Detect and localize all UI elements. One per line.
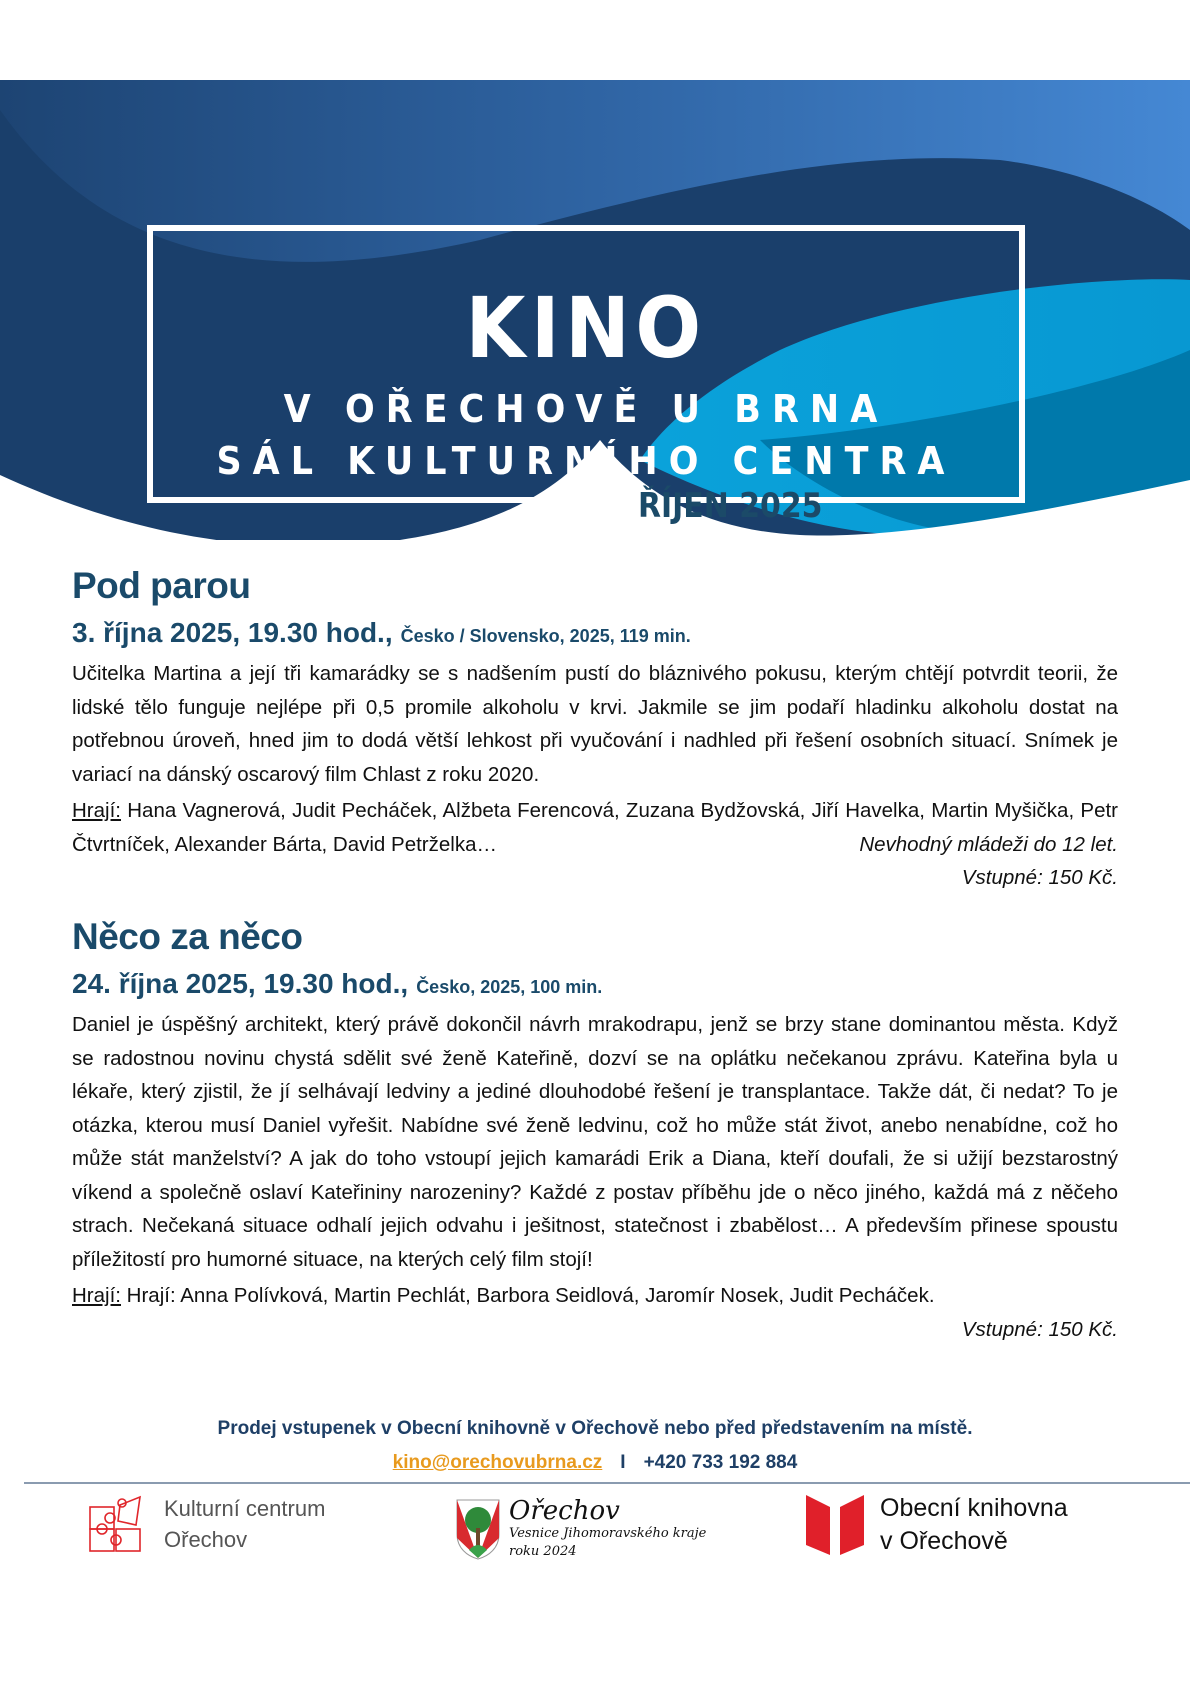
film-meta: Česko / Slovensko, 2025, 119 min. [400, 626, 691, 646]
library-name-line1: Obecní knihovna [880, 1494, 1068, 1522]
screening-date: 24. října 2025, 19.30 hod., [72, 968, 409, 999]
cast-label: Hrají: [72, 1284, 121, 1307]
film-title: Něco za něco [72, 916, 303, 957]
film-section-2 [72, 916, 1118, 1346]
footer-divider [24, 1482, 1190, 1484]
film-description: Daniel je úspěšný architekt, který právě dokončil návrh mrakodrapu, jenž se brzy stane dominantou města. Když se radostnou novinu chystá sdělit své ženě Kateřině, dozví se na oplátku nečekanou zprávu. Kateřina byla u lékaře, který zjistil, že jí selhávají ledviny a jediné dlouhodobé řešení je transplantace. Takže dát, či nedat? To je otázka, kterou musí Daniel vyřešit. Nabídne své ženě ledvinu, což ho může stát život, anebo nenabídne, což ho může stát manželství? A jak do toho vstoupí jejich kamarádi Erik a Diana, kteří doufali, že si užijí bezstarostný víkend a společně oslaví Kateřininy narozeniny? Každé z postav příběhu jde o něco jiného, každá má z něčeho strach. Nečekaná situace odhalí jejich odvahu i ješitnost, statečnost i zbabělost… A především přinese spoustu příležitostí pro humorné situace, na kterých celý film stojí! [72, 1013, 1118, 1271]
kc-name-line2: Ořechov [164, 1527, 248, 1552]
logo-kulturni-centrum [88, 1493, 325, 1555]
cast-label: Hrají: [72, 799, 121, 822]
puzzle-icon [88, 1495, 142, 1553]
coat-of-arms-icon [455, 1498, 501, 1560]
contact-line [0, 1452, 1190, 1474]
ticket-sales-info: Prodej vstupenek v Obecní knihovně v Ořechově nebo před představením na místě. [217, 1418, 973, 1439]
book-icon [806, 1493, 864, 1557]
film-date-line [72, 617, 1118, 649]
cinema-title: KINO [465, 279, 707, 377]
venue-subtitle: SÁL KULTURNÍHO CENTRA [216, 439, 956, 483]
film-date-line [72, 968, 1118, 1000]
phone-number: +420 733 192 884 [643, 1452, 798, 1473]
kc-name-line1: Kulturní centrum [164, 1496, 326, 1521]
orechov-title: Ořechov [509, 1496, 620, 1526]
logo-orechov-village [455, 1497, 706, 1561]
cast-list: Hrají: Anna Polívková, Martin Pechlát, Barbora Seidlová, Jaromír Nosek, Judit Pecháček. [120, 1284, 935, 1307]
ticket-price: Vstupné: 150 Kč. [961, 866, 1118, 889]
film-title: Pod parou [72, 565, 251, 606]
month-label: ŘÍJEN 2025 [638, 486, 823, 526]
film-cast [72, 1279, 1118, 1313]
title-frame [147, 225, 1025, 503]
film-cast [72, 794, 1118, 861]
film-meta: Česko, 2025, 100 min. [416, 977, 603, 997]
orechov-award-line1: Vesnice Jihomoravského kraje [509, 1526, 707, 1541]
header-banner [0, 80, 1190, 540]
screening-date: 3. října 2025, 19.30 hod., [72, 617, 393, 648]
logo-obecni-knihovna [806, 1492, 1068, 1558]
ticket-price: Vstupné: 150 Kč. [961, 1317, 1118, 1341]
cast-list: Hana Vagnerová, Judit Pecháček, Alžbeta Ferencová, Zuzana Bydžovská, Jiří Havelka, Martin Myšička, Petr Čtvrtníček, Alexander Bárta, David Petrželka… [72, 799, 1118, 856]
film-description: Učitelka Martina a její tři kamarádky se s nadšením pustí do bláznivého pokusu, kterým chtějí potvrdit teorii, že lidské tělo funguje nejlépe při 0,5 promile alkoholu v krvi. Jakmile se jim podaří hladinku alkoholu dostat na potřebnou úroveň, hned jim to dodá větší lehkost při vyučování i nadhled při řešení osobních situací. Snímek je variací na dánský oscarový film Chlast z roku 2020. [72, 662, 1118, 786]
film-section-1 [72, 565, 1118, 895]
email-link[interactable]: kino@orechovubrna.cz [392, 1452, 603, 1473]
location-subtitle: V OŘECHOVĚ U BRNA [283, 387, 889, 431]
age-rating: Nevhodný mládeži do 12 let. [859, 832, 1118, 856]
orechov-award-line2: roku 2024 [509, 1544, 577, 1559]
library-name-line2: v Ořechově [880, 1527, 1008, 1555]
separator: I [620, 1452, 626, 1473]
